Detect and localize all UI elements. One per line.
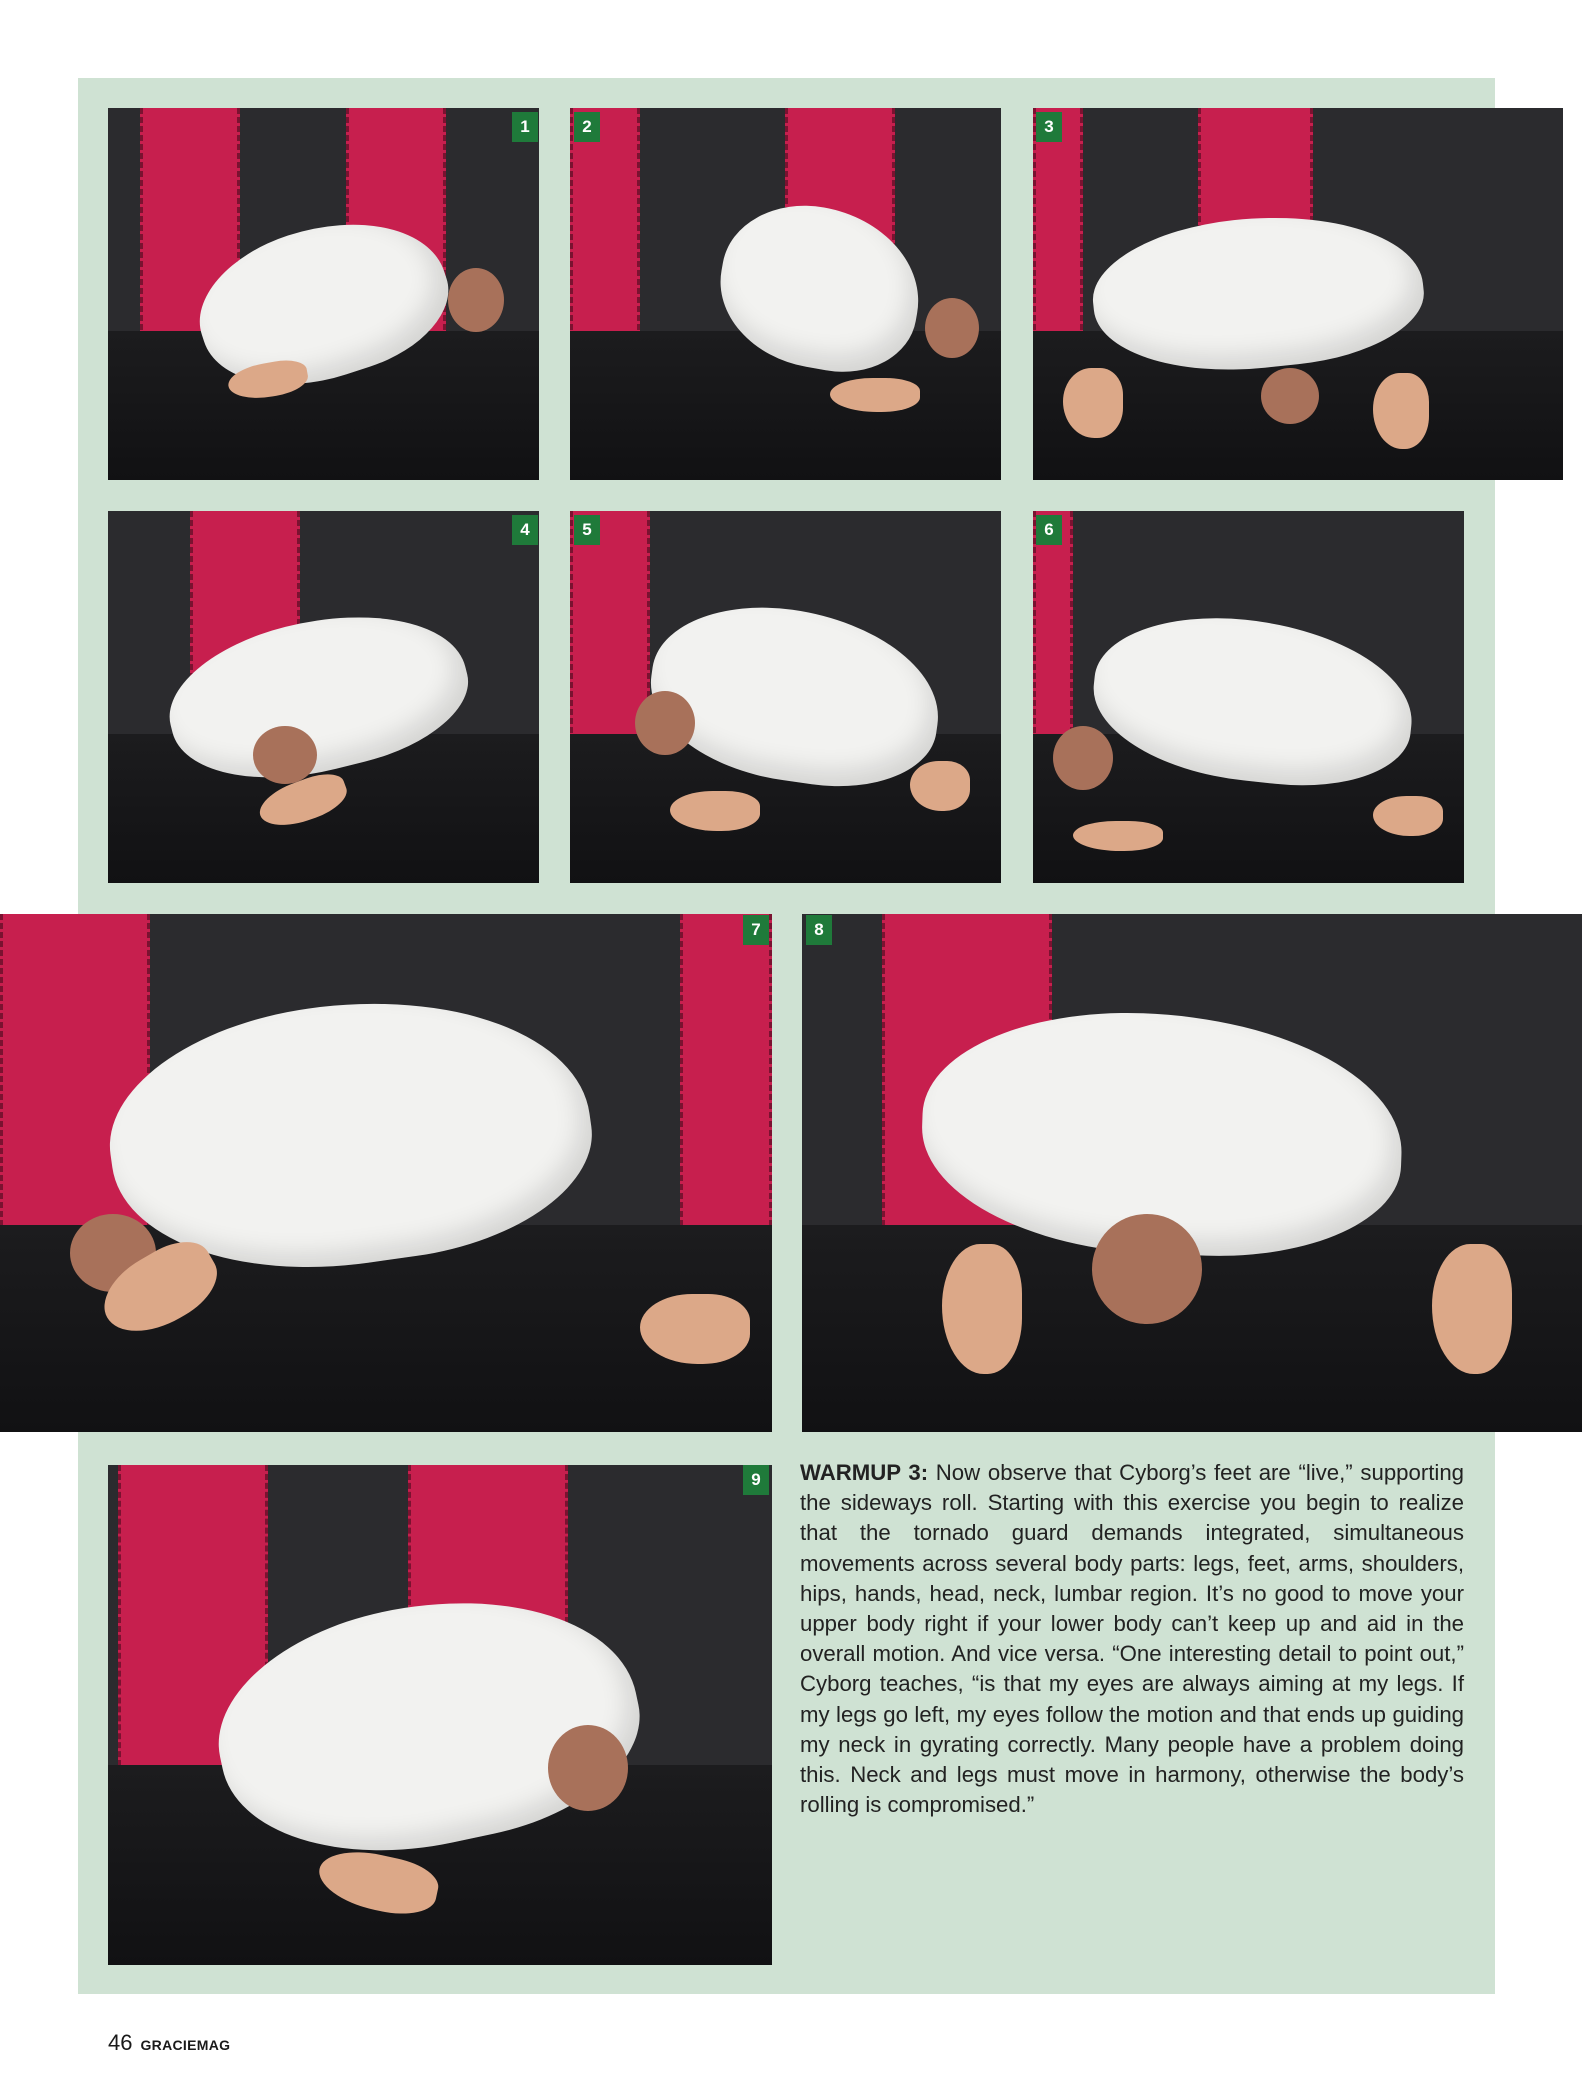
step-number-2: 2 — [574, 112, 600, 142]
photo-6 — [1033, 511, 1464, 883]
photo-9 — [108, 1465, 772, 1965]
magazine-name: GRACIEMAG — [140, 2037, 231, 2053]
photo-2 — [570, 108, 1001, 480]
photo-5 — [570, 511, 1001, 883]
step-number-7: 7 — [743, 915, 769, 945]
step-number-9: 9 — [743, 1465, 769, 1495]
step-number-8: 8 — [806, 915, 832, 945]
photo-8 — [802, 914, 1582, 1432]
page-footer — [108, 2030, 230, 2056]
page-number: 46 — [108, 2030, 133, 2055]
step-number-5: 5 — [574, 515, 600, 545]
step-number-3: 3 — [1036, 112, 1062, 142]
caption-lead: WARMUP 3: — [800, 1460, 929, 1485]
photo-4 — [108, 511, 539, 883]
step-number-1: 1 — [512, 112, 538, 142]
step-number-4: 4 — [512, 515, 538, 545]
warmup-caption — [800, 1458, 1464, 1820]
caption-body: Now observe that Cyborg’s feet are “live,” supporting the sideways roll. Starting with this exercise you begin to realize that the tornado guard demands integrated, simultaneous movements across several body parts: legs, feet, arms, shoulders, hips, hands, head, neck, lumbar region. It’s no good to move your upper body right if your lower body can’t keep up and aid in the overall motion. And vice versa. “One interesting detail to point out,” Cyborg teaches, “is that my eyes are always aiming at my legs. If my legs go left, my eyes follow the motion and that ends up guiding my neck in gyrating correctly. Many people have a problem doing this. Neck and legs must move in harmony, otherwise the body’s rolling is compromised.” — [800, 1460, 1465, 1818]
photo-1 — [108, 108, 539, 480]
photo-7 — [0, 914, 772, 1432]
photo-3 — [1033, 108, 1563, 480]
step-number-6: 6 — [1036, 515, 1062, 545]
